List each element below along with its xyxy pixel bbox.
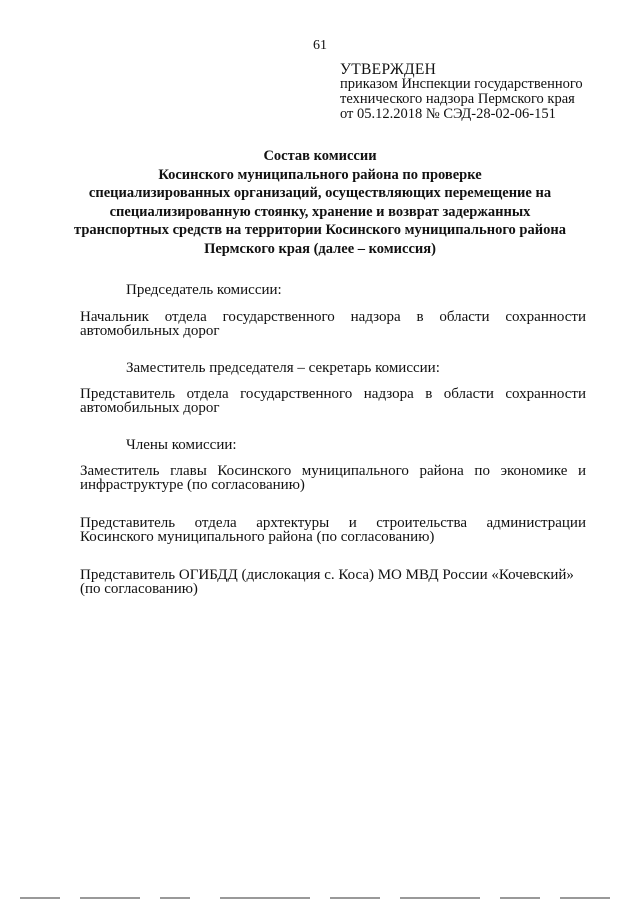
deputy-line-1: Представитель отдела государственного надзора в области сохранности (80, 386, 586, 402)
deputy-paragraph (80, 387, 586, 415)
member-1-line-1: Заместитель главы Косинского муниципального района по экономике и (80, 463, 586, 479)
member-3-paragraph (80, 568, 586, 596)
title-line-2: Косинского муниципального района по проверке (158, 166, 482, 183)
approval-word: УТВЕРЖДЕН (340, 61, 437, 78)
scan-edge-artifact (0, 897, 640, 900)
member-3-line-2: (по согласованию) (80, 581, 198, 597)
member-3-line-1: Представитель ОГИБДД (дислокация с. Коса) МО МВД России «Кочевский» (80, 567, 574, 583)
title-line-6: Пермского края (далее – комиссия) (204, 240, 436, 257)
deputy-line-2: автомобильных дорог (80, 400, 220, 416)
approval-line-2: технического надзора Пермского края (340, 91, 575, 107)
title-line-3: специализированных организаций, осуществляющих перемещение на (88, 185, 552, 202)
member-2-line-1: Представитель отдела архтектуры и строительства администрации (80, 515, 586, 531)
chairman-line-1: Начальник отдела государственного надзора в области сохранности (80, 309, 586, 325)
deputy-label: Заместитель председателя – секретарь комиссии: (126, 360, 440, 376)
title-line-5: транспортных средств на территории Косинского муниципального района (74, 222, 566, 239)
title-line-1: Состав комиссии (263, 148, 377, 164)
member-2-paragraph (80, 516, 586, 544)
approval-block (340, 62, 583, 122)
chairman-paragraph (80, 310, 586, 338)
member-2-line-2: Косинского муниципального района (по согласованию) (80, 529, 435, 545)
member-1-line-2: инфраструктуре (по согласованию) (80, 477, 305, 493)
chairman-label: Председатель комиссии: (126, 282, 282, 298)
page-number: 61 (313, 38, 327, 53)
chairman-line-2: автомобильных дорог (80, 323, 220, 339)
approval-line-1: приказом Инспекции государственного (340, 76, 583, 92)
approval-line-3: от 05.12.2018 № СЭД-28-02-06-151 (340, 106, 556, 122)
title-line-4: специализированную стоянку, хранение и возврат задержанных (109, 203, 531, 220)
document-title (60, 147, 580, 259)
member-1-paragraph (80, 464, 586, 492)
members-label: Члены комиссии: (126, 437, 237, 453)
